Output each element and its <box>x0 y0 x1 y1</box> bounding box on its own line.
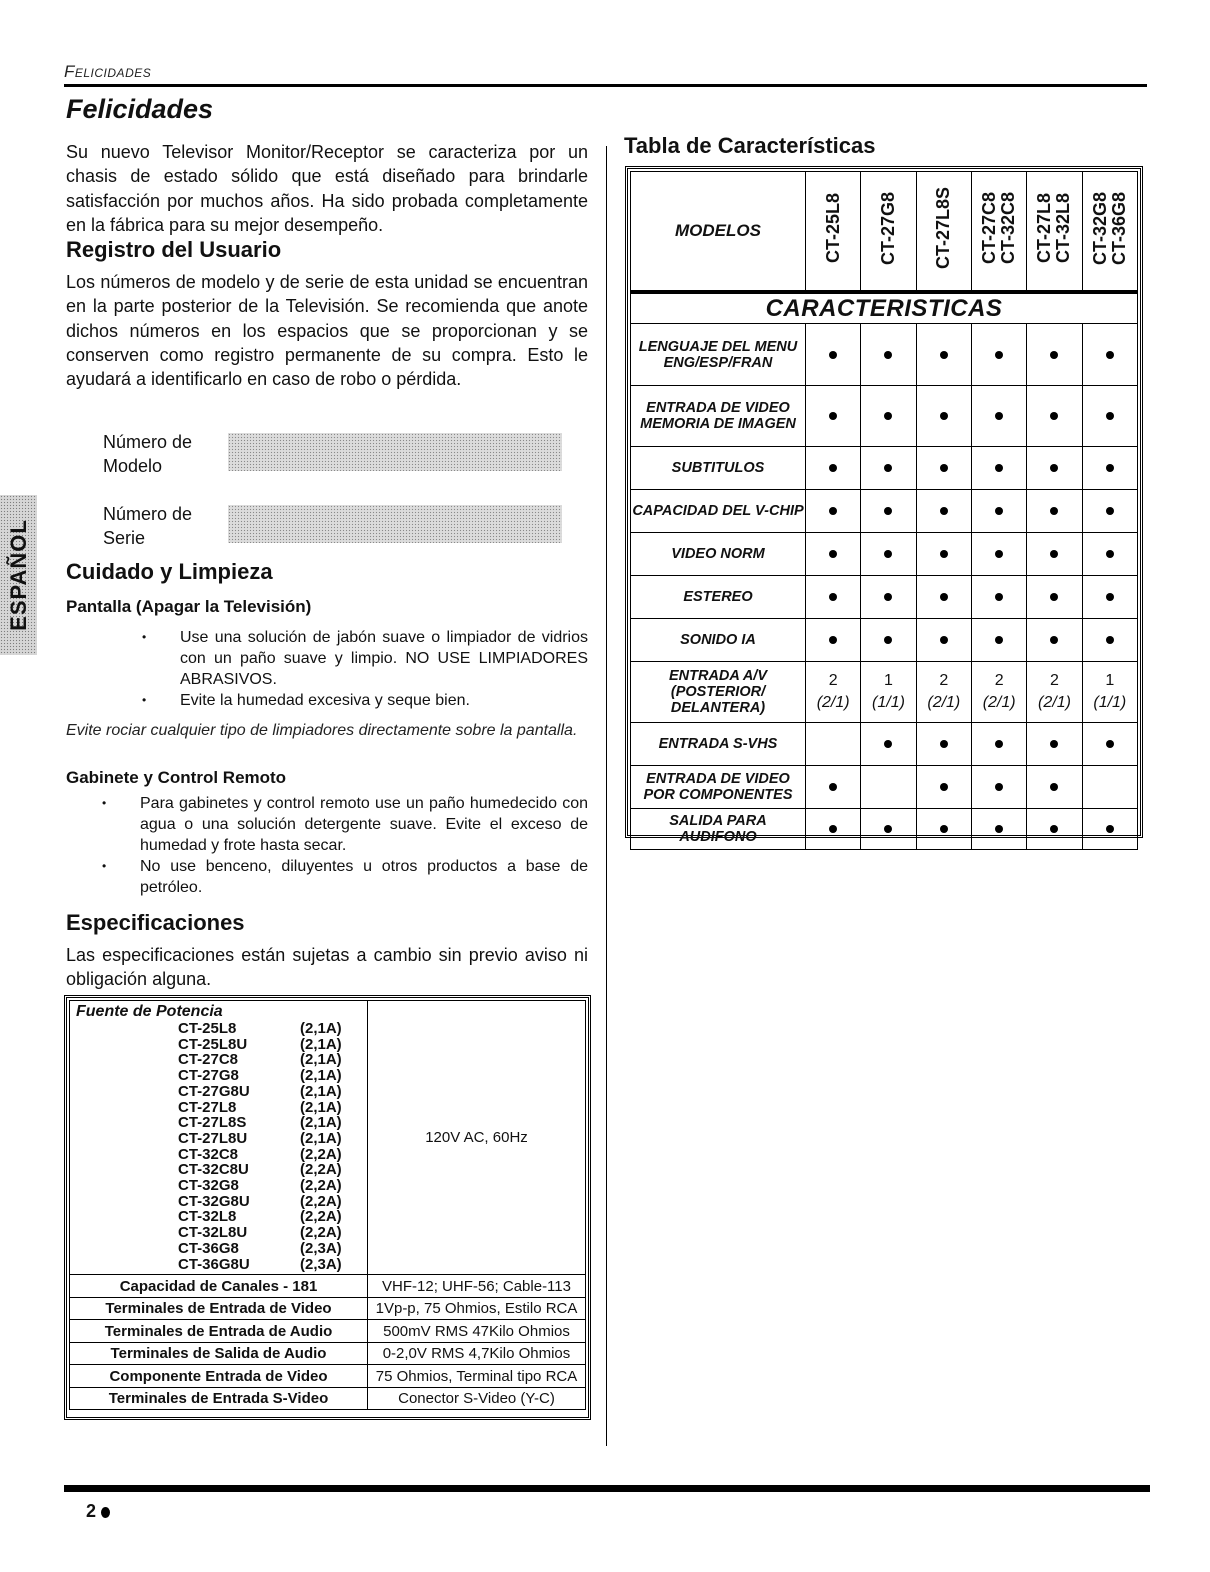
power-model-row <box>76 1162 361 1178</box>
power-model-row <box>76 1068 361 1084</box>
feature-label: ESTEREO <box>631 576 806 619</box>
power-source-cell <box>70 1001 368 1275</box>
feature-cell <box>861 533 916 576</box>
page-number: 2 <box>86 1501 110 1522</box>
feature-cell <box>971 576 1026 619</box>
available-dot-icon <box>1050 740 1058 748</box>
feature-cell <box>1082 723 1137 766</box>
model-name: CT-36G8 <box>1108 191 1129 266</box>
available-dot-icon <box>940 412 948 420</box>
spec-value: 500mV RMS 47Kilo Ohmios <box>368 1320 586 1343</box>
model-column-header <box>1027 172 1082 293</box>
spec-row <box>70 1365 586 1388</box>
available-dot-icon <box>940 636 948 644</box>
power-model-amps: (2,2A) <box>300 1161 342 1179</box>
feature-label: VIDEO NORM <box>631 533 806 576</box>
feature-cell <box>1027 490 1082 533</box>
available-dot-icon <box>1106 351 1114 359</box>
av-input-count: 2 (2/1) <box>816 672 850 711</box>
power-model-row <box>76 1257 361 1273</box>
header-rule <box>64 84 1147 87</box>
power-model-amps: (2,1A) <box>300 1082 342 1100</box>
feature-cell <box>1082 533 1137 576</box>
feature-label: LENGUAJE DEL MENU ENG/ESP/FRAN <box>631 324 806 386</box>
available-dot-icon <box>829 825 837 833</box>
bullet-icon <box>101 1507 110 1518</box>
feature-cell <box>861 576 916 619</box>
running-head: Felicidades <box>64 62 152 81</box>
spec-label: Terminales de Entrada S-Video <box>70 1387 368 1410</box>
especificaciones-paragraph: Las especificaciones están sujetas a cambio sin previo aviso ni obligación alguna. <box>66 945 588 990</box>
spec-row <box>70 1320 586 1343</box>
model-name: CT-25L8 <box>822 193 843 264</box>
available-dot-icon <box>940 351 948 359</box>
power-model-row <box>76 1147 361 1163</box>
feature-cell <box>806 447 861 490</box>
feature-cell <box>971 619 1026 662</box>
power-model-amps: (2,2A) <box>300 1224 342 1242</box>
available-dot-icon <box>995 636 1003 644</box>
feature-cell <box>971 809 1026 850</box>
pantalla-heading: Pantalla (Apagar la Televisión) <box>66 597 312 616</box>
feature-cell <box>971 386 1026 447</box>
feature-row <box>631 490 1138 533</box>
available-dot-icon <box>884 825 892 833</box>
power-model-name: CT-32L8U <box>178 1224 248 1242</box>
feature-cell <box>1027 809 1082 850</box>
feature-cell <box>1027 576 1082 619</box>
power-model-name: CT-27G8U <box>178 1082 250 1100</box>
model-column-header <box>916 172 971 293</box>
feature-cell <box>1027 386 1082 447</box>
registro-heading: Registro del Usuario <box>66 237 282 262</box>
available-dot-icon <box>829 550 837 558</box>
registro-paragraph: Los números de modelo y de serie de esta unidad se encuentran en la parte posterior de la Televisión. Se recomienda que anote dichos números en los espacios que se proporcionan y se conserven como registro permanente de su compra. Esto le ayudará a identificarlo en caso de robo o pérdida. <box>66 272 588 390</box>
feature-cell <box>806 386 861 447</box>
power-model-row <box>76 1209 361 1225</box>
feature-cell <box>861 324 916 386</box>
power-model-amps: (2,1A) <box>300 1067 342 1085</box>
feature-cell <box>1027 766 1082 809</box>
available-dot-icon <box>940 507 948 515</box>
available-dot-icon <box>1050 550 1058 558</box>
available-dot-icon <box>995 783 1003 791</box>
power-model-amps: (2,3A) <box>300 1255 342 1273</box>
feature-row <box>631 386 1138 447</box>
feature-cell <box>916 490 971 533</box>
gabinete-bullets <box>66 793 588 898</box>
power-model-name: CT-27C8 <box>178 1051 239 1069</box>
feature-row <box>631 447 1138 490</box>
available-dot-icon <box>1106 507 1114 515</box>
spec-label: Terminales de Entrada de Audio <box>70 1320 368 1343</box>
feature-cell <box>806 324 861 386</box>
power-model-amps: (2,2A) <box>300 1145 342 1163</box>
features-table-frame <box>625 166 1143 845</box>
section-header-row <box>631 292 1138 324</box>
feature-cell <box>806 619 861 662</box>
feature-cell <box>971 490 1026 533</box>
feature-cell <box>806 723 861 766</box>
feature-cell <box>861 490 916 533</box>
available-dot-icon <box>940 783 948 791</box>
feature-cell <box>971 447 1026 490</box>
models-label: MODELOS <box>631 172 806 293</box>
power-model-amps: (2,1A) <box>300 1098 342 1116</box>
power-model-name: CT-25L8 <box>178 1020 237 1037</box>
power-model-amps: (2,2A) <box>300 1177 342 1195</box>
available-dot-icon <box>1050 507 1058 515</box>
feature-cell <box>916 662 971 723</box>
available-dot-icon <box>1106 464 1114 472</box>
model-name: CT-32G8 <box>1089 191 1110 266</box>
feature-cell <box>861 619 916 662</box>
available-dot-icon <box>884 593 892 601</box>
model-column-header <box>1082 172 1137 293</box>
bullet-item: • No use benceno, diluyentes u otros productos a base de petróleo. <box>66 856 588 898</box>
available-dot-icon <box>1050 464 1058 472</box>
power-model-amps: (2,3A) <box>300 1239 342 1257</box>
available-dot-icon <box>829 507 837 515</box>
available-dot-icon <box>829 783 837 791</box>
power-model-name: CT-36G8U <box>178 1255 250 1273</box>
feature-cell <box>1082 386 1137 447</box>
available-dot-icon <box>1050 593 1058 601</box>
feature-label: ENTRADA DE VIDEO MEMORIA DE IMAGEN <box>631 386 806 447</box>
model-column-header <box>861 172 916 293</box>
available-dot-icon <box>1050 412 1058 420</box>
power-model-amps: (2,1A) <box>300 1114 342 1132</box>
model-name: CT-27G8 <box>877 191 898 266</box>
available-dot-icon <box>995 740 1003 748</box>
models-header-row <box>631 172 1138 293</box>
available-dot-icon <box>829 636 837 644</box>
feature-cell <box>916 324 971 386</box>
available-dot-icon <box>829 412 837 420</box>
feature-cell <box>1082 490 1137 533</box>
feature-cell <box>916 533 971 576</box>
spec-value: 75 Ohmios, Terminal tipo RCA <box>368 1365 586 1388</box>
available-dot-icon <box>1050 825 1058 833</box>
feature-row <box>631 576 1138 619</box>
feature-cell <box>1082 662 1137 723</box>
power-model-row <box>76 1131 361 1147</box>
feature-row <box>631 723 1138 766</box>
available-dot-icon <box>995 825 1003 833</box>
feature-cell <box>1027 662 1082 723</box>
side-tab-label: ESPAÑOL <box>5 519 31 631</box>
available-dot-icon <box>1050 783 1058 791</box>
power-model-name: CT-27L8 <box>178 1098 237 1116</box>
feature-cell <box>1082 809 1137 850</box>
feature-cell <box>806 576 861 619</box>
available-dot-icon <box>884 507 892 515</box>
bullet-item: • Para gabinetes y control remoto use un paño humedecido con agua o una solución detergente suave. Evite el exceso de humedad y frote hasta secar. <box>66 793 588 856</box>
gabinete-heading: Gabinete y Control Remoto <box>66 768 287 787</box>
feature-cell <box>1082 324 1137 386</box>
bullet-item: • Use una solución de jabón suave o limpiador de vidrios con un paño suave y limpio. NO USE LIMPIADORES ABRASIVOS. <box>66 627 588 690</box>
features-table <box>630 171 1138 850</box>
feature-cell <box>971 324 1026 386</box>
available-dot-icon <box>995 550 1003 558</box>
available-dot-icon <box>1106 825 1114 833</box>
available-dot-icon <box>940 740 948 748</box>
feature-cell <box>861 386 916 447</box>
power-model-row <box>76 1178 361 1194</box>
feature-cell <box>1082 766 1137 809</box>
spec-label: Capacidad de Canales - 181 <box>70 1275 368 1298</box>
feature-cell <box>806 766 861 809</box>
power-model-name: CT-32C8 <box>178 1145 239 1163</box>
pantalla-bullets <box>66 627 588 711</box>
caracteristicas-label: CARACTERISTICAS <box>631 292 1138 324</box>
power-model-row <box>76 1225 361 1241</box>
power-model-amps: (2,1A) <box>300 1035 342 1053</box>
feature-cell <box>1027 723 1082 766</box>
feature-cell <box>861 809 916 850</box>
spec-label: Terminales de Entrada de Video <box>70 1297 368 1320</box>
power-model-row <box>76 1037 361 1053</box>
feature-row <box>631 619 1138 662</box>
cleaning-note: Evite rociar cualquier tipo de limpiadores directamente sobre la pantalla. <box>66 722 578 739</box>
available-dot-icon <box>884 740 892 748</box>
features-table-title: Tabla de Características <box>624 133 876 158</box>
feature-cell <box>916 576 971 619</box>
feature-cell <box>971 662 1026 723</box>
feature-cell <box>916 386 971 447</box>
feature-cell <box>916 766 971 809</box>
intro-paragraph: Su nuevo Televisor Monitor/Receptor se caracteriza por un chasis de estado sólido que está diseñado para brindarle satisfacción por muchos años. Ha sido probada completamente en la fábrica para su mejor desempeño. <box>66 142 588 235</box>
feature-cell <box>916 809 971 850</box>
power-model-list <box>76 1021 361 1272</box>
power-model-amps: (2,1A) <box>300 1051 342 1069</box>
model-name: CT-27C8 <box>979 192 1000 265</box>
feature-label: CAPACIDAD DEL V-CHIP <box>631 490 806 533</box>
spec-label: Componente Entrada de Video <box>70 1365 368 1388</box>
power-source-title: Fuente de Potencia <box>76 1003 223 1020</box>
specifications-table-frame <box>64 995 591 1420</box>
model-name: CT-27L8 <box>1034 193 1055 264</box>
available-dot-icon <box>884 550 892 558</box>
available-dot-icon <box>1050 636 1058 644</box>
feature-cell <box>971 766 1026 809</box>
feature-label: SUBTITULOS <box>631 447 806 490</box>
feature-cell <box>916 447 971 490</box>
power-source-value: 120V AC, 60Hz <box>368 1001 586 1275</box>
feature-cell <box>916 619 971 662</box>
feature-label: SALIDA PARA AUDIFONO <box>631 809 806 850</box>
feature-cell <box>1082 576 1137 619</box>
av-input-count: 2 (2/1) <box>982 672 1016 711</box>
available-dot-icon <box>940 825 948 833</box>
power-model-name: CT-32C8U <box>178 1161 249 1179</box>
available-dot-icon <box>1106 593 1114 601</box>
feature-cell <box>861 766 916 809</box>
feature-cell <box>1027 619 1082 662</box>
feature-cell <box>971 723 1026 766</box>
power-model-name: CT-27L8S <box>178 1114 247 1132</box>
available-dot-icon <box>995 412 1003 420</box>
available-dot-icon <box>940 464 948 472</box>
power-model-row <box>76 1052 361 1068</box>
spec-value: 1Vp-p, 75 Ohmios, Estilo RCA <box>368 1297 586 1320</box>
available-dot-icon <box>940 550 948 558</box>
power-model-name: CT-32L8 <box>178 1208 237 1226</box>
page-title: Felicidades <box>66 94 214 124</box>
feature-cell <box>861 723 916 766</box>
available-dot-icon <box>940 593 948 601</box>
available-dot-icon <box>1050 351 1058 359</box>
feature-row <box>631 809 1138 850</box>
cuidado-heading: Cuidado y Limpieza <box>66 559 273 584</box>
model-number-field[interactable] <box>228 433 562 471</box>
available-dot-icon <box>884 351 892 359</box>
spec-row <box>70 1387 586 1410</box>
serial-number-label: Número de Serie <box>103 504 193 548</box>
power-model-name: CT-27G8 <box>178 1067 239 1085</box>
especificaciones-heading: Especificaciones <box>66 910 245 935</box>
power-model-name: CT-27L8U <box>178 1129 248 1147</box>
model-name: CT-32C8 <box>998 192 1019 265</box>
feature-cell <box>1027 447 1082 490</box>
spec-value: VHF-12; UHF-56; Cable-113 <box>368 1275 586 1298</box>
feature-cell <box>1082 447 1137 490</box>
available-dot-icon <box>995 593 1003 601</box>
spec-row <box>70 1275 586 1298</box>
available-dot-icon <box>829 351 837 359</box>
power-model-row <box>76 1084 361 1100</box>
power-model-row <box>76 1021 361 1037</box>
available-dot-icon <box>1106 636 1114 644</box>
model-name: CT-27L8S <box>933 187 954 270</box>
available-dot-icon <box>995 507 1003 515</box>
feature-label: ENTRADA DE VIDEO POR COMPONENTES <box>631 766 806 809</box>
power-model-row <box>76 1100 361 1116</box>
feature-row <box>631 766 1138 809</box>
power-model-row <box>76 1194 361 1210</box>
model-column-header <box>806 172 861 293</box>
spec-row <box>70 1342 586 1365</box>
av-input-count: 1 (1/1) <box>872 672 905 711</box>
available-dot-icon <box>1106 550 1114 558</box>
language-side-tab <box>0 495 37 655</box>
available-dot-icon <box>829 593 837 601</box>
spec-value: 0-2,0V RMS 4,7Kilo Ohmios <box>368 1342 586 1365</box>
available-dot-icon <box>884 412 892 420</box>
power-model-name: CT-25L8U <box>178 1035 248 1053</box>
feature-row <box>631 324 1138 386</box>
footer-rule <box>64 1485 1150 1492</box>
feature-cell <box>861 447 916 490</box>
power-model-amps: (2,1A) <box>300 1020 342 1037</box>
feature-cell <box>806 809 861 850</box>
feature-cell <box>971 533 1026 576</box>
av-input-count: 1 (1/1) <box>1093 672 1127 711</box>
available-dot-icon <box>829 464 837 472</box>
feature-cell <box>1082 619 1137 662</box>
bullet-item: • Evite la humedad excesiva y seque bien. <box>66 690 588 711</box>
available-dot-icon <box>995 351 1003 359</box>
model-number-label: Número de Modelo <box>103 432 193 476</box>
power-model-name: CT-32G8 <box>178 1177 239 1195</box>
feature-cell <box>806 533 861 576</box>
available-dot-icon <box>995 464 1003 472</box>
available-dot-icon <box>884 464 892 472</box>
spec-value: Conector S-Video (Y-C) <box>368 1387 586 1410</box>
power-model-amps: (2,2A) <box>300 1208 342 1226</box>
column-divider <box>606 146 607 1446</box>
serial-number-field[interactable] <box>228 505 562 543</box>
available-dot-icon <box>884 636 892 644</box>
spec-label: Terminales de Salida de Audio <box>70 1342 368 1365</box>
model-column-header <box>971 172 1026 293</box>
power-model-amps: (2,2A) <box>300 1192 342 1210</box>
feature-cell <box>1027 533 1082 576</box>
feature-cell <box>806 662 861 723</box>
av-input-count: 2 (2/1) <box>1038 672 1071 711</box>
spec-row <box>70 1297 586 1320</box>
feature-label: SONIDO IA <box>631 619 806 662</box>
feature-cell <box>861 662 916 723</box>
available-dot-icon <box>1106 412 1114 420</box>
power-model-name: CT-32G8U <box>178 1192 250 1210</box>
power-model-row <box>76 1115 361 1131</box>
power-model-amps: (2,1A) <box>300 1129 342 1147</box>
feature-cell <box>806 490 861 533</box>
feature-cell <box>1027 324 1082 386</box>
available-dot-icon <box>1106 740 1114 748</box>
specifications-table <box>69 1000 586 1410</box>
feature-row <box>631 533 1138 576</box>
feature-cell <box>916 723 971 766</box>
feature-label: ENTRADA A/V (POSTERIOR/ DELANTERA) <box>631 662 806 723</box>
power-model-row <box>76 1241 361 1257</box>
model-name: CT-32L8 <box>1053 193 1074 264</box>
av-input-count: 2 (2/1) <box>927 672 961 711</box>
power-model-name: CT-36G8 <box>178 1239 239 1257</box>
feature-row <box>631 662 1138 723</box>
feature-label: ENTRADA S-VHS <box>631 723 806 766</box>
